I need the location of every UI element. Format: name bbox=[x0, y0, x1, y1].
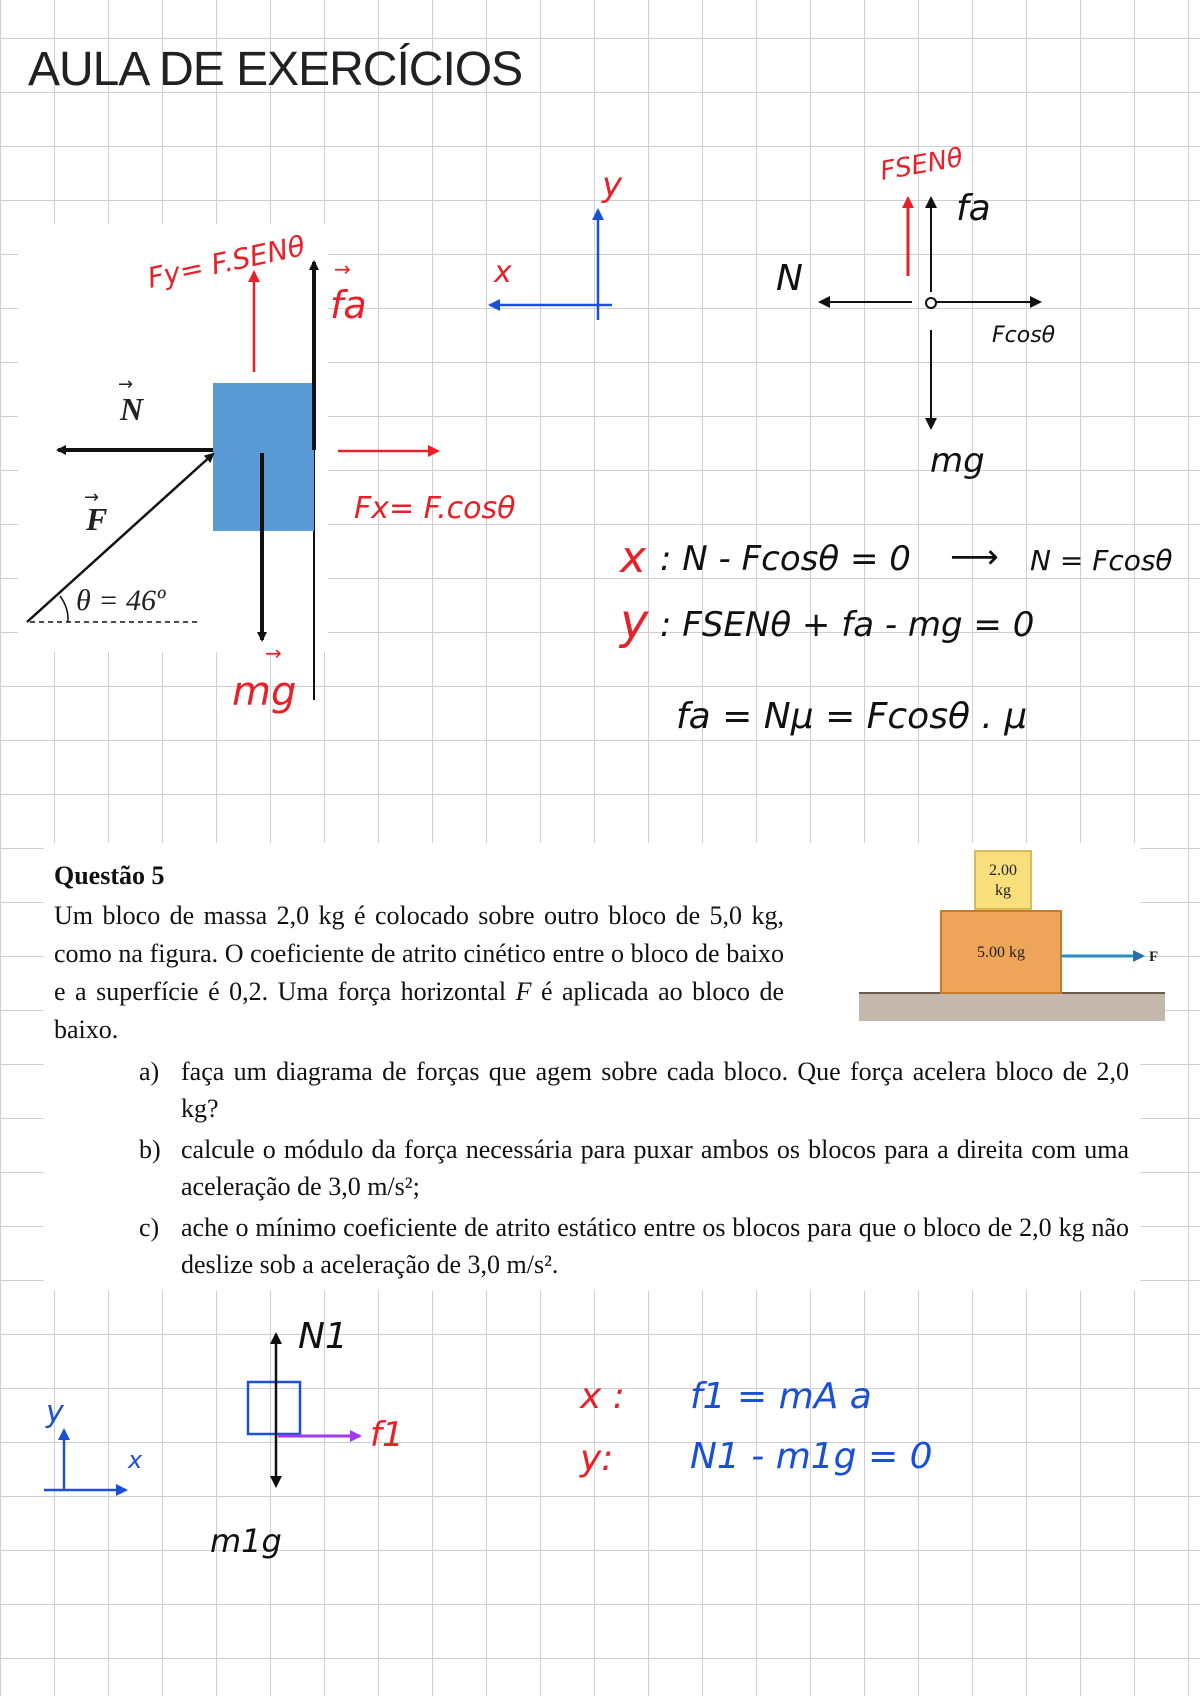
axes-diagram-1 bbox=[480, 160, 660, 340]
weight-label: m1g bbox=[210, 1522, 282, 1560]
top-block bbox=[975, 851, 1031, 909]
free-body-diagram-2 bbox=[200, 1310, 460, 1610]
normal-label: N1 bbox=[298, 1316, 348, 1357]
weight-label: mg bbox=[232, 669, 297, 715]
friction-vector-arrow: → bbox=[334, 257, 351, 281]
question-body-part2: é aplicada ao bloco de baixo. bbox=[54, 977, 784, 1044]
fx-red-label: Fx= F.cosθ bbox=[354, 491, 516, 526]
question-items bbox=[139, 1053, 1129, 1287]
top-block-unit: kg bbox=[995, 882, 1011, 899]
bottom-block-label: 5.00 kg bbox=[977, 944, 1025, 961]
theta-label: θ = 46º bbox=[76, 584, 166, 617]
item-text: calcule o módulo da força necessária para puxar ambos os blocos para a direita com uma aceleração de 3,0 m/s²; bbox=[181, 1135, 1129, 1201]
question-body-part1: Um bloco de massa 2,0 kg é colocado sobre outro bloco de 5,0 kg, como na figura. O coeficiente de atrito cinético entre o bloco de baixo e a superfície é 0,2. Uma força horizontal bbox=[54, 901, 784, 1006]
friction-label: f1 bbox=[370, 1415, 404, 1455]
force-vector-symbol: F bbox=[515, 977, 532, 1006]
weight-label: mg bbox=[930, 441, 985, 481]
normal-label: N bbox=[120, 391, 144, 427]
question-item bbox=[139, 1131, 1129, 1205]
figure-block-wall bbox=[0, 200, 560, 740]
x-axis-label: x bbox=[494, 255, 512, 290]
question-panel bbox=[44, 843, 1159, 1291]
stacked-blocks-figure bbox=[809, 843, 1159, 1033]
force-f-label: F bbox=[86, 501, 108, 537]
question-item bbox=[139, 1053, 1129, 1127]
y-eq-prefix: y: bbox=[580, 1438, 614, 1479]
x-eq-prefix: x : bbox=[580, 1376, 625, 1417]
block bbox=[248, 1382, 300, 1434]
ground bbox=[859, 993, 1165, 1021]
item-marker: c) bbox=[139, 1213, 160, 1242]
x-eq-prefix: x bbox=[620, 532, 647, 583]
equations-1 bbox=[600, 510, 1173, 760]
x-eq: f1 = mA a bbox=[690, 1376, 872, 1417]
x-eq-result: N = Fcosθ bbox=[1030, 544, 1173, 577]
page-title: AULA DE EXERCÍCIOS bbox=[28, 43, 523, 96]
y-axis-label: y bbox=[46, 1395, 64, 1430]
item-text: ache o mínimo coeficiente de atrito estático entre os blocos para que o bloco de 2,0 kg não deslize sob a aceleração de 3,0 m/s². bbox=[181, 1213, 1129, 1279]
friction-label: fa bbox=[956, 188, 991, 229]
axes-diagram-2 bbox=[30, 1390, 170, 1510]
item-text: faça um diagrama de forças que agem sobre cada bloco. Que força acelera bloco de 2,0 kg? bbox=[181, 1057, 1129, 1123]
free-body-diagram-1 bbox=[770, 110, 1100, 510]
force-f-vector-arrow: → bbox=[84, 487, 100, 508]
equations-2 bbox=[570, 1360, 1030, 1510]
item-marker: b) bbox=[139, 1135, 161, 1164]
fsen-label: FSENθ bbox=[878, 142, 966, 187]
question-body bbox=[54, 897, 784, 1049]
origin-point bbox=[926, 298, 936, 308]
fcos-label: Fcosθ bbox=[992, 323, 1056, 348]
normal-vector-arrow: → bbox=[118, 374, 134, 395]
x-eq-arrow: ⟶ bbox=[950, 537, 999, 577]
weight-vector-arrow: → bbox=[265, 641, 282, 665]
normal-label: N bbox=[776, 258, 803, 299]
applied-force-label: F bbox=[1149, 949, 1159, 965]
y-eq: : FSENθ + fa - mg = 0 bbox=[660, 605, 1035, 645]
fy-red-label: Fy= F.SENθ bbox=[144, 229, 308, 295]
question-item bbox=[139, 1209, 1129, 1283]
y-eq: N1 - m1g = 0 bbox=[690, 1436, 933, 1477]
x-eq: : N - Fcosθ = 0 bbox=[660, 539, 911, 579]
top-block-mass: 2.00 bbox=[989, 862, 1017, 879]
fa-eq: fa = Nμ = Fcosθ . μ bbox=[676, 696, 1028, 737]
friction-label: fa bbox=[330, 283, 367, 327]
item-marker: a) bbox=[139, 1057, 160, 1086]
y-eq-prefix: y bbox=[620, 594, 649, 650]
y-axis-label: y bbox=[602, 165, 623, 205]
question-title: Questão 5 bbox=[54, 861, 165, 890]
x-axis-label: x bbox=[128, 1446, 143, 1474]
